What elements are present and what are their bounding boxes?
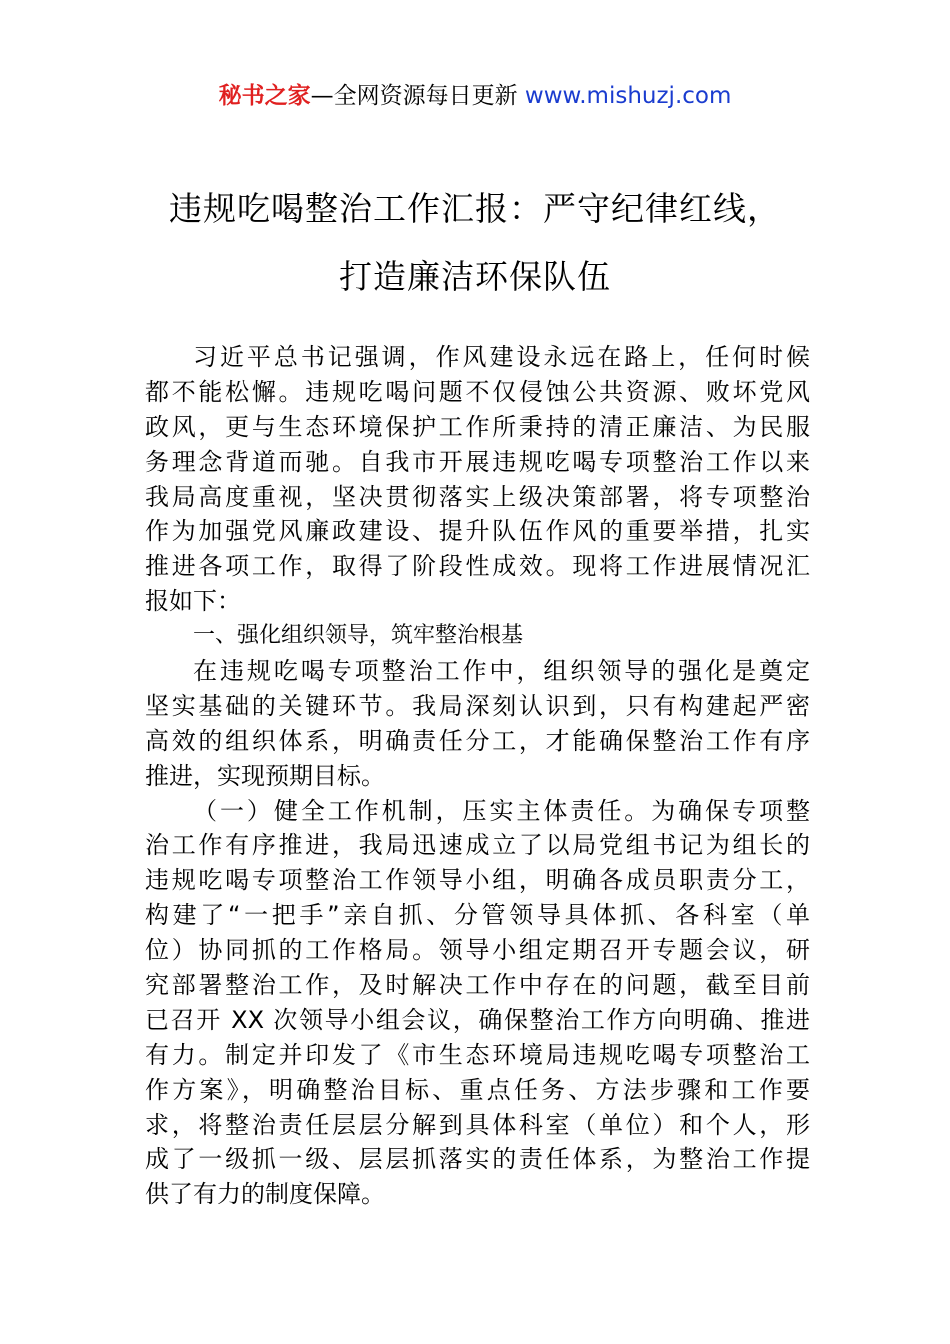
body-line: 已召开 XX 次领导小组会议，确保整治工作方向明确、推进 xyxy=(145,1005,810,1034)
document-title xyxy=(80,175,870,311)
body-line: 我局高度重视，坚决贯彻落实上级决策部署，将专项整治 xyxy=(145,482,810,511)
document-body xyxy=(145,340,810,1212)
body-line: 作为加强党风廉政建设、提升队伍作风的重要举措，扎实 xyxy=(145,517,810,546)
body-line: 作方案》，明确整治目标、重点任务、方法步骤和工作要 xyxy=(145,1075,810,1104)
document-title-line-2: 打造廉洁环保队伍 xyxy=(339,257,611,296)
body-line: 报如下： xyxy=(145,587,241,616)
site-brand: 秘书之家 xyxy=(218,83,311,109)
body-line: 在违规吃喝专项整治工作中，组织领导的强化是奠定 xyxy=(193,657,810,686)
body-line: 成了一级抓一级、层层抓落实的责任体系，为整治工作提 xyxy=(145,1145,810,1174)
body-line: 供了有力的制度保障。 xyxy=(145,1180,385,1209)
body-line: 推进，实现预期目标。 xyxy=(145,761,385,790)
site-tagline: —全网资源每日更新 xyxy=(310,83,525,109)
body-line: 求，将整治责任层层分解到具体科室（单位）和个人，形 xyxy=(145,1110,810,1139)
body-line: 治工作有序推进，我局迅速成立了以局党组书记为组长的 xyxy=(145,831,810,860)
body-line: 政风，更与生态环境保护工作所秉持的清正廉洁、为民服 xyxy=(145,412,810,441)
body-line: 推进各项工作，取得了阶段性成效。现将工作进展情况汇 xyxy=(145,552,810,581)
body-line: 坚实基础的关键环节。我局深刻认识到，只有构建起严密 xyxy=(145,691,810,720)
body-line: 构建了“一把手”亲自抓、分管领导具体抓、各科室（单 xyxy=(145,901,810,930)
body-line: 有力。制定并印发了《市生态环境局违规吃喝专项整治工 xyxy=(145,1040,810,1069)
site-header xyxy=(0,80,950,112)
body-line: （一）健全工作机制，压实主体责任。为确保专项整 xyxy=(193,796,810,825)
body-line: 都不能松懈。违规吃喝问题不仅侵蚀公共资源、败坏党风 xyxy=(145,377,810,406)
body-line: 务理念背道而驰。自我市开展违规吃喝专项整治工作以来 xyxy=(145,447,810,476)
body-line: 违规吃喝专项整治工作领导小组，明确各成员职责分工， xyxy=(145,866,810,895)
site-url[interactable]: www.mishuzj.com xyxy=(524,83,732,109)
body-line: 位）协同抓的工作格局。领导小组定期召开专题会议，研 xyxy=(145,936,810,965)
document-title-line-1: 违规吃喝整治工作汇报：严守纪律红线， xyxy=(169,189,781,228)
body-line: 习近平总书记强调，作风建设永远在路上，任何时候 xyxy=(193,343,810,371)
section-heading: 一、强化组织领导，筑牢整治根基 xyxy=(193,623,524,649)
body-line: 高效的组织体系，明确责任分工，才能确保整治工作有序 xyxy=(145,726,810,755)
body-line: 究部署整治工作，及时解决工作中存在的问题，截至目前 xyxy=(145,971,810,1000)
